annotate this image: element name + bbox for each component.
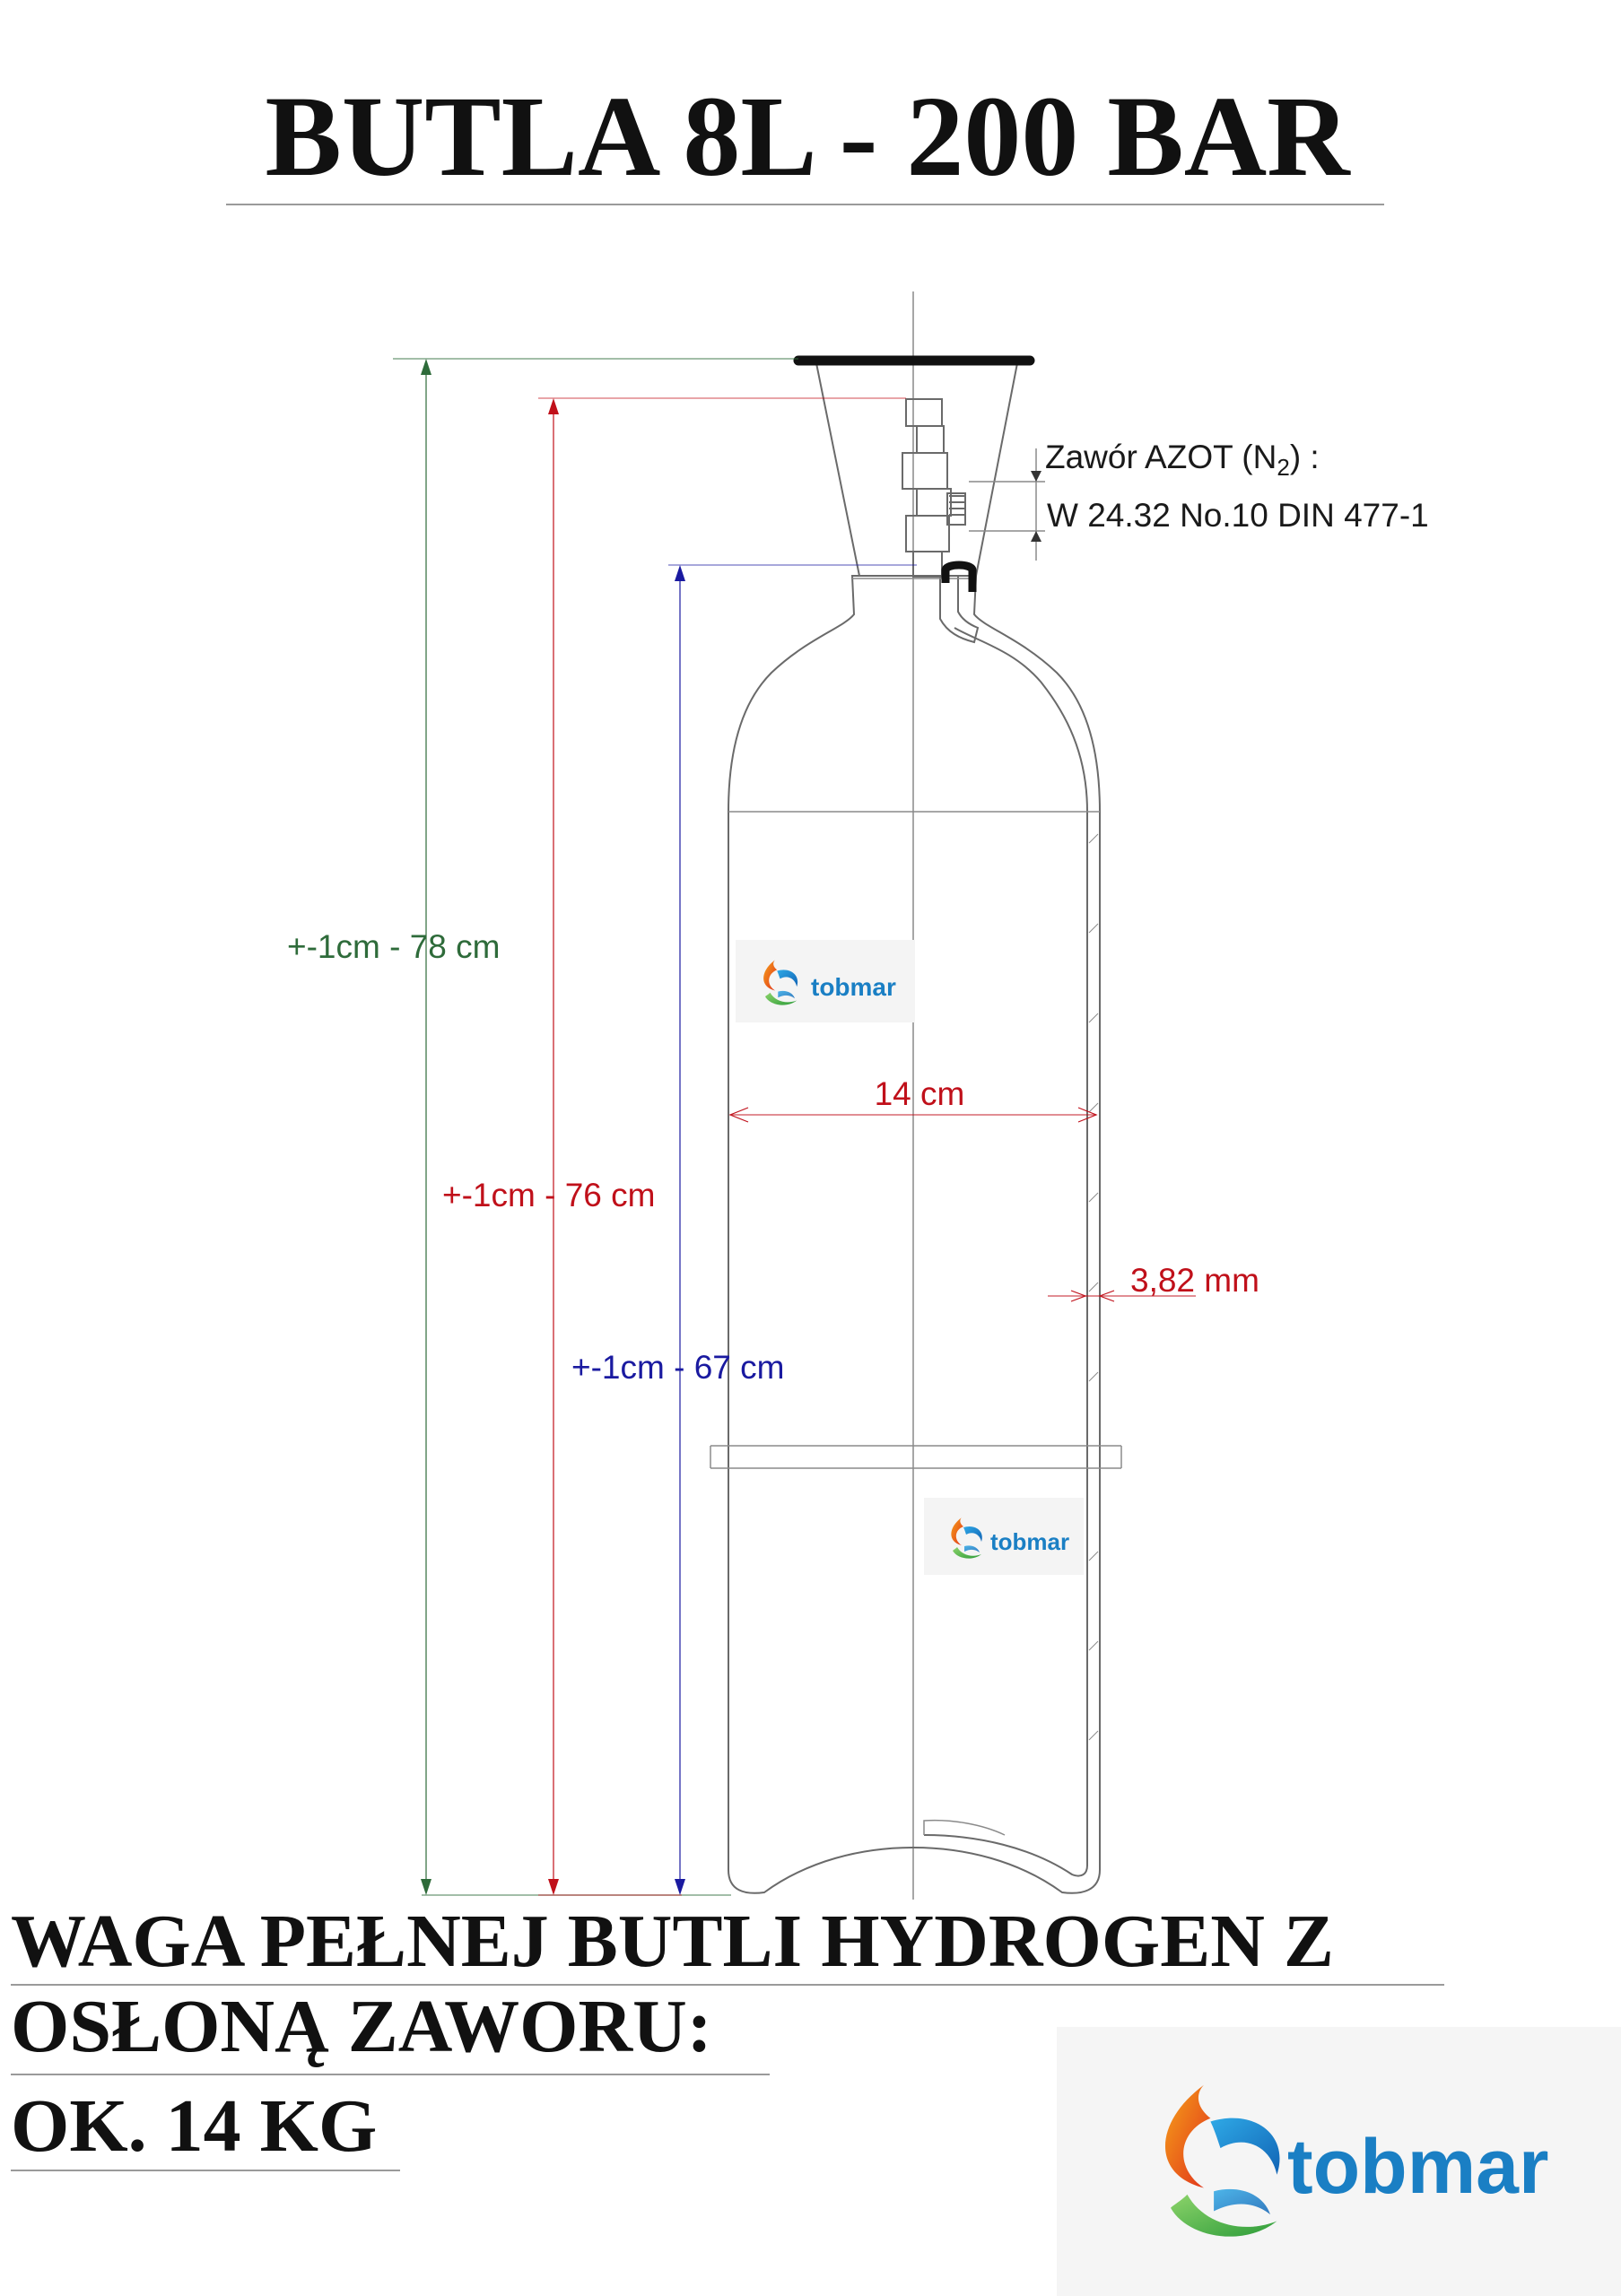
cylinder-outline <box>728 576 1100 1893</box>
total-height-label: +-1cm - 78 cm <box>287 928 501 965</box>
valve-arrow-down <box>1031 471 1041 482</box>
cylinder-band <box>710 1446 1121 1468</box>
valve-body <box>902 399 965 577</box>
cylinder-inner-wall <box>924 628 1087 1876</box>
weight-line-2: OSŁONĄ ZAWORU: <box>11 1985 712 2068</box>
weight-line-3: OK. 14 KG <box>11 2084 378 2168</box>
base-section <box>924 1821 1005 1835</box>
body-height-label: +-1cm - 67 cm <box>571 1349 785 1386</box>
page-title: BUTLA 8L - 200 BAR <box>265 73 1350 200</box>
logo-large-text: tobmar <box>1287 2124 1549 2210</box>
thickness-label: 3,82 mm <box>1130 1262 1259 1299</box>
logo-small-upper-text: tobmar <box>811 973 896 1001</box>
valve-arrow-up <box>1031 531 1041 542</box>
total-height-arrow-top <box>421 359 431 375</box>
body-height-arrow-top <box>675 565 685 581</box>
logo-small-upper <box>736 940 915 1022</box>
valve-label-line2: W 24.32 No.10 DIN 477-1 <box>1047 497 1429 534</box>
valve-label-line1: Zawór AZOT $(N_2)$ : <box>1045 439 1320 481</box>
logo-small-lower <box>924 1498 1084 1575</box>
diameter-label: 14 cm <box>874 1075 965 1112</box>
valve-guard <box>816 363 1017 576</box>
body-height-arrow-bottom <box>675 1879 685 1895</box>
valve-height-label: +-1cm - 76 cm <box>442 1177 656 1213</box>
weight-line-1: WAGA PEŁNEJ BUTLI HYDROGEN Z <box>11 1900 1334 1983</box>
valve-height-arrow-bottom <box>548 1879 559 1895</box>
logo-large <box>1057 2027 1621 2296</box>
logo-small-lower-text: tobmar <box>990 1528 1070 1555</box>
total-height-arrow-bottom <box>421 1879 431 1895</box>
valve-height-arrow-top <box>548 398 559 414</box>
wall-section-hatch <box>1089 834 1098 1740</box>
